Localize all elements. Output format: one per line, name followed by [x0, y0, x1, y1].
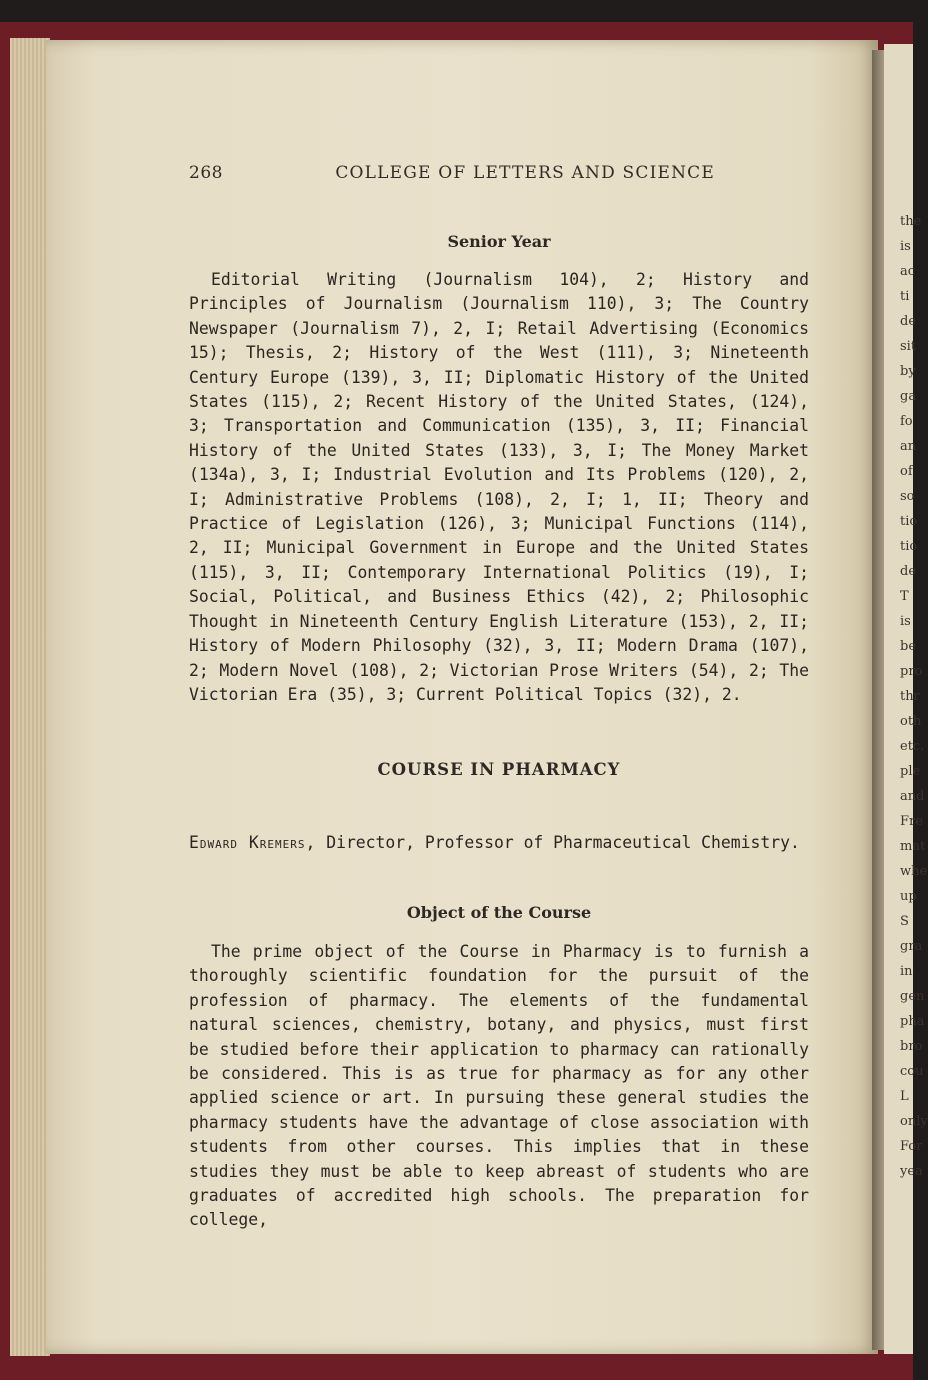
facing-page-fragment: is [900, 239, 911, 254]
facing-page-fragment: pro [900, 664, 923, 679]
pharmacy-heading: COURSE IN PHARMACY [377, 760, 621, 779]
facing-page-fragment: an [900, 439, 917, 454]
facing-page-fragment: of [900, 464, 913, 479]
facing-page-fragment: tio [900, 514, 918, 529]
facing-page-fragment: only [900, 1114, 928, 1129]
facing-page-edge [884, 44, 928, 1354]
facing-page-fragment: in [900, 964, 913, 979]
facing-page-fragment: etc. [900, 739, 925, 754]
facing-page-fragment: thr [900, 689, 920, 704]
facing-page-fragment: bro [900, 1039, 923, 1054]
facing-page-fragment: tio [900, 539, 918, 554]
facing-page-fragment: mat [900, 839, 926, 854]
director-title: Director, Professor of Pharmaceutical Chemistry. [326, 833, 800, 852]
facing-page-fragment: Fre [900, 814, 923, 829]
facing-page-fragment: de [900, 564, 917, 579]
page-number: 268 [189, 163, 223, 183]
facing-page-fragment: T [900, 589, 909, 604]
running-title: COLLEGE OF LETTERS AND SCIENCE [335, 163, 715, 183]
page-edges [10, 38, 50, 1356]
facing-page-fragment: de [900, 314, 917, 329]
facing-page-fragment: ti [900, 289, 910, 304]
director-line [189, 831, 809, 855]
running-header [189, 163, 715, 187]
facing-page-fragment: yea [900, 1164, 923, 1179]
facing-page-fragment: ga [900, 389, 917, 404]
facing-page-fragment: gen [900, 989, 925, 1004]
facing-page-fragment: the [900, 214, 922, 229]
facing-page-fragment: ple [900, 764, 921, 779]
facing-page-fragment: be [900, 639, 917, 654]
facing-page-fragment: whe [900, 864, 928, 879]
facing-page-fragment: so [900, 489, 915, 504]
facing-page-fragment: sit [900, 339, 917, 354]
object-paragraph: The prime object of the Course in Pharmacy is to furnish a thoroughly scientific foundation for the pursuit of the profession of pharmacy. The elements of the fundamental natural sciences, chemistry, botany, and physics, must first be studied before their application to pharmacy can rationally be considered. This is as true for pharmacy as for any other applied science or art. In pursuing these general studies the pharmacy students have the advantage of close association with students from other courses. This implies that in these studies they must be able to keep abreast of students who are graduates of accredited high schools. The preparation for college, [189, 942, 809, 1230]
facing-page-fragment: is [900, 614, 911, 629]
object-body [189, 940, 809, 1233]
facing-page-fragment: fo [900, 414, 913, 429]
facing-page-fragment: up [900, 889, 917, 904]
senior-year-paragraph: Editorial Writing (Journalism 104), 2; History and Principles of Journalism (Journalism 110), 3; The Country Newspaper (Journalism 7), 2, I; Retail Advertising (Economics 15); Thesis, 2; History of the West (111), 3; Nineteenth Century Europe (139), 3, II; Diplomatic History of the United States (115), 2; Recent History of the United States, (124), 3; Transportation and Communication (135), 3, II; Financial History of the United States (133), 3, I; The Money Market (134a), 3, I; Industrial Evolution and Its Problems (120), 2, I; Administrative Problems (108), 2, I; 1, II; Theory and Practice of Legislation (126), 3; Municipal Functions (114), 2, II; Municipal Government in Europe and the United States (115), 3, II; Contemporary International Politics (19), I; Social, Political, and Business Ethics (42), 2; Philosophic Thought in Nineteenth Century English Literature (153), 2, II; History of Modern Philosophy (32), 3, II; Modern Drama (107), 2; Modern Novel (108), 2; Victorian Prose Writers (54), 2; The Victorian Era (35), 3; Current Political Topics (32), 2. [189, 270, 809, 704]
object-heading: Object of the Course [406, 903, 592, 922]
facing-page-fragment: For [900, 1139, 923, 1154]
facing-page-fragment: L [900, 1089, 909, 1104]
facing-page-fragment: gra [900, 939, 923, 954]
facing-page-fragment: ac [900, 264, 916, 279]
facing-page-fragment: pha [900, 1014, 925, 1029]
senior-year-heading: Senior Year [447, 232, 551, 251]
director-name: Edward Kremers, [189, 833, 317, 852]
facing-page-fragment: by [900, 364, 916, 379]
facing-page-fragment: oth [900, 714, 922, 729]
senior-year-body [189, 268, 809, 707]
facing-page-fragment: cou [900, 1064, 924, 1079]
facing-page-fragment: and [900, 789, 925, 804]
facing-page-fragment: S [900, 914, 909, 929]
